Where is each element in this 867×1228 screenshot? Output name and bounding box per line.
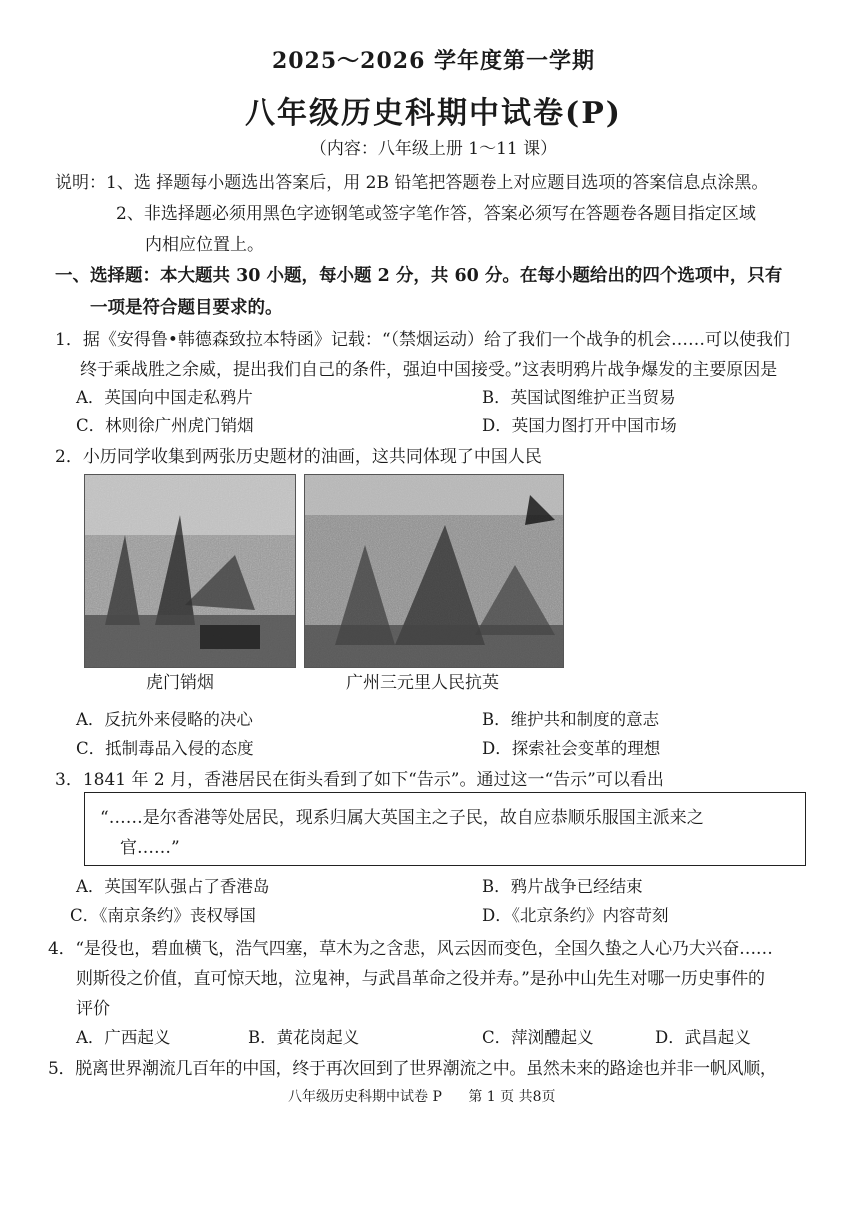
q1-stem-line-1: 1．据《安得鲁•韩德森致拉本特函》记载：“（禁烟运动）给了我们一个战争的机会……可以使我们 — [55, 330, 791, 350]
q4-option-d: D．武昌起义 — [655, 1028, 751, 1047]
exam-term: 2025～2026 学年度第一学期 — [271, 48, 596, 74]
instruction-line-1: 说明：1、选 择题每小题选出答案后，用 2B 铅笔把答题卷上对应题目选项的答案信息点涂黑。 — [55, 173, 769, 193]
q2-option-c: C．抵制毒品入侵的态度 — [76, 739, 254, 758]
q4-stem-line-1: 4．“是役也，碧血横飞，浩气四塞，草木为之含悲，风云因而变色，全国久蛰之人心乃大兴奋…… — [48, 939, 773, 959]
proclamation-line-2: 官……” — [120, 838, 180, 858]
oil-painting-humen-icon — [85, 475, 295, 667]
content-scope: （内容：八年级上册 1～11 课） — [309, 139, 558, 159]
section-heading-line-1: 一、选择题：本大题共 30 小题，每小题 2 分，共 60 分。在每小题给出的四个选项中，只有 — [55, 266, 783, 286]
oil-painting-sanyuanli-icon — [305, 475, 563, 667]
footer-page-number: 第 1 页 共8页 — [468, 1089, 556, 1105]
caption-sanyuanli: 广州三元里人民抗英 — [346, 673, 499, 693]
page-footer — [288, 1086, 578, 1106]
oil-painting-sanyuanli-image — [304, 474, 564, 668]
q2-stem: 2．小历同学收集到两张历史题材的油画，这共同体现了中国人民 — [55, 447, 542, 467]
q1-option-d: D．英国力图打开中国市场 — [482, 416, 677, 435]
oil-painting-humen-image — [84, 474, 296, 668]
q3-option-d: D．《北京条约》内容苛刻 — [482, 906, 669, 925]
q1-stem-line-2: 终于乘战胜之余威，提出我们自己的条件，强迫中国接受。”这表明鸦片战争爆发的主要原因是 — [80, 360, 778, 380]
proclamation-line-1: “……是尔香港等处居民，现系归属大英国主之子民，故自应恭顺乐服国主派来之 — [100, 808, 704, 828]
caption-humen: 虎门销烟 — [146, 673, 214, 693]
q4-stem-line-2: 则斯役之价值，直可惊天地，泣鬼神，与武昌革命之役并寿。”是孙中山先生对哪一历史事件的 — [76, 969, 765, 989]
q4-option-a: A．广西起义 — [76, 1028, 171, 1047]
q4-stem-line-3: 评价 — [76, 999, 110, 1019]
q3-option-c: C．《南京条约》丧权辱国 — [70, 906, 256, 925]
q3-option-b: B．鸦片战争已经结束 — [482, 877, 643, 896]
q1-option-a: A．英国向中国走私鸦片 — [76, 388, 253, 407]
footer-exam-name: 八年级历史科期中试卷 P — [288, 1089, 442, 1105]
q1-option-b: B．英国试图维护正当贸易 — [482, 388, 676, 407]
q3-option-a: A．英国军队强占了香港岛 — [76, 877, 270, 896]
section-heading-line-2: 一项是符合题目要求的。 — [90, 298, 283, 318]
q2-option-b: B．维护共和制度的意志 — [482, 710, 660, 729]
q1-option-c: C．林则徐广州虎门销烟 — [76, 416, 254, 435]
q4-option-b: B．黄花岗起义 — [248, 1028, 360, 1047]
instruction-line-2: 2、非选择题必须用黑色字迹钢笔或签字笔作答，答案必须写在答题卷各题目指定区域 — [116, 204, 756, 224]
instruction-line-3: 内相应位置上。 — [145, 235, 264, 255]
q3-stem: 3．1841 年 2 月，香港居民在街头看到了如下“告示”。通过这一“告示”可以看出 — [55, 770, 664, 790]
q4-option-c: C．萍浏醴起义 — [482, 1028, 594, 1047]
exam-title: 八年级历史科期中试卷(P) — [245, 96, 622, 131]
q2-option-a: A．反抗外来侵略的决心 — [76, 710, 253, 729]
q5-stem-line-1: 5．脱离世界潮流几百年的中国，终于再次回到了世界潮流之中。虽然未来的路途也并非一帆风顺， — [48, 1059, 777, 1079]
q2-option-d: D．探索社会变革的理想 — [482, 739, 661, 758]
